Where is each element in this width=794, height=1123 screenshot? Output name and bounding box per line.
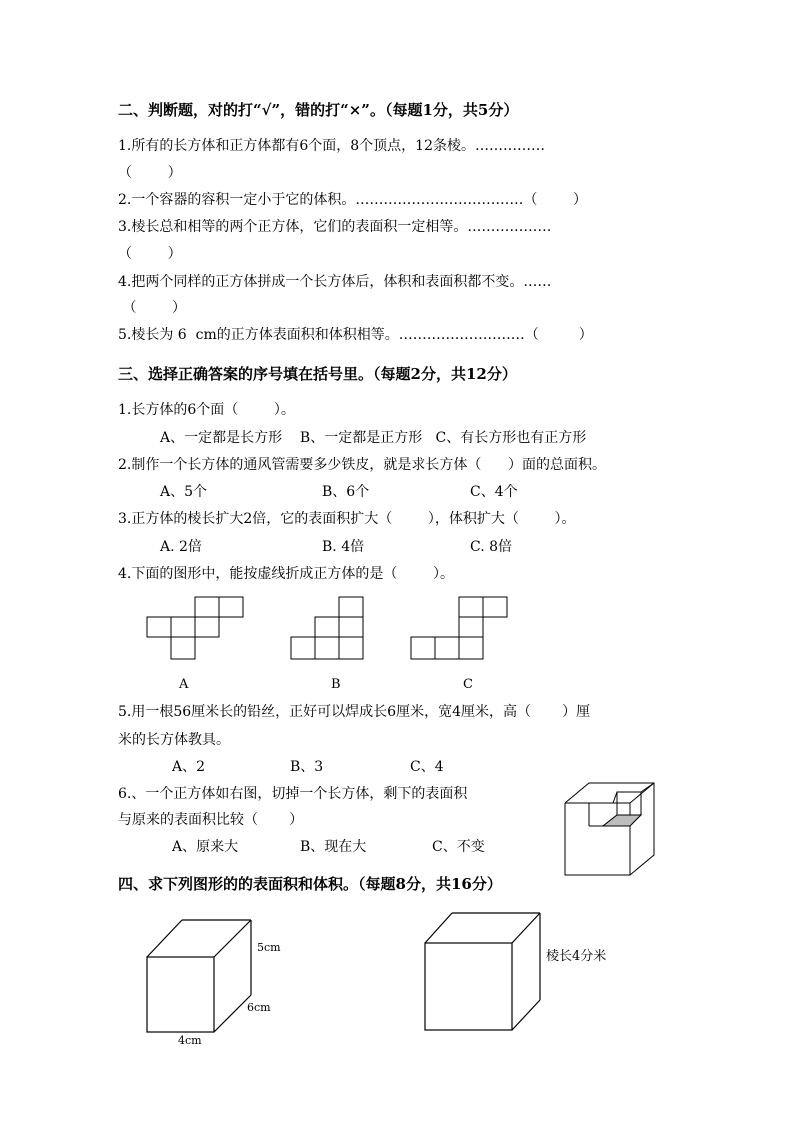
option-a: A、5个 [160,484,208,500]
answer-parens: （ ） [118,165,182,181]
answer-parens: （ ） [118,300,187,316]
option-b: B. 4倍 [322,539,365,555]
dimension-width: 4cm [178,1034,202,1047]
option-a: A. 2倍 [160,539,202,555]
section3-title: 三、选择正确答案的序号填在括号里。（每题2分，共12分） [118,365,517,383]
option-c: C、4个 [470,484,518,500]
net-a [147,597,243,659]
option-b: B、现在大 [300,839,367,855]
question-item: 4.把两个同样的正方体拼成一个长方体后，体积和表面积都不变。…… [118,274,552,290]
option-b: B、3 [290,759,324,775]
net-label-b: B [331,677,341,692]
net-label-c: C [463,677,473,692]
question-6-cont: 与原来的表面积比较（ ） [118,812,304,828]
section2-title: 二、判断题，对的打“√”，错的打“×”。（每题1分，共5分） [118,101,519,119]
question-1-options: A、一定都是长方形 B、一定都是正方形 C、有长方形也有正方形 [160,430,587,446]
option-c: C、不变 [432,839,485,855]
net-label-a: A [179,677,189,692]
edge-length-label: 棱长4分米 [546,949,607,964]
option-b: B、6个 [322,484,370,500]
question-6: 6.、一个正方体如右图，切掉一个长方体，剩下的表面积 [118,786,468,802]
question-item: 5.棱长为 6 cm的正方体表面积和体积相等。………………………（ ） [118,327,593,343]
dimension-height: 5cm [257,941,281,954]
question-item: 2.一个容器的容积一定小于它的体积。………………………………（ ） [118,192,587,208]
question-5: 5.用一根56厘米长的铅丝，正好可以焊成长6厘米，宽4厘米，高（ ）厘 [118,704,591,720]
net-c [411,597,507,659]
cut-cube-diagram [0,778,794,888]
net-b [291,597,363,659]
question-2: 2.制作一个长方体的通风管需要多少铁皮，就是求长方体（ ）面的总面积。 [118,457,607,473]
option-a: A、原来大 [172,839,239,855]
question-5-cont: 米的长方体教具。 [118,732,230,748]
question-4: 4.下面的图形中，能按虚线折成正方体的是（ ）。 [118,566,454,582]
answer-parens: （ ） [118,246,182,262]
cuboid-figure [0,910,794,1040]
question-1: 1.长方体的6个面（ ）。 [118,402,295,418]
question-item: 1.所有的长方体和正方体都有6个面，8个顶点，12条棱。…………… [118,138,545,154]
option-c: C. 8倍 [470,539,513,555]
dimension-depth: 6cm [247,1001,271,1014]
option-a: A、2 [172,759,206,775]
section4-title: 四、求下列图形的的表面积和体积。（每题8分，共16分） [118,875,502,893]
question-item: 3.棱长总和相等的两个正方体，它们的表面积一定相等。……………… [118,219,552,235]
question-3: 3.正方体的棱长扩大2倍，它的表面积扩大（ ），体积扩大（ ）。 [118,511,576,527]
option-c: C、4 [410,759,444,775]
cube-net-diagrams [0,590,794,710]
